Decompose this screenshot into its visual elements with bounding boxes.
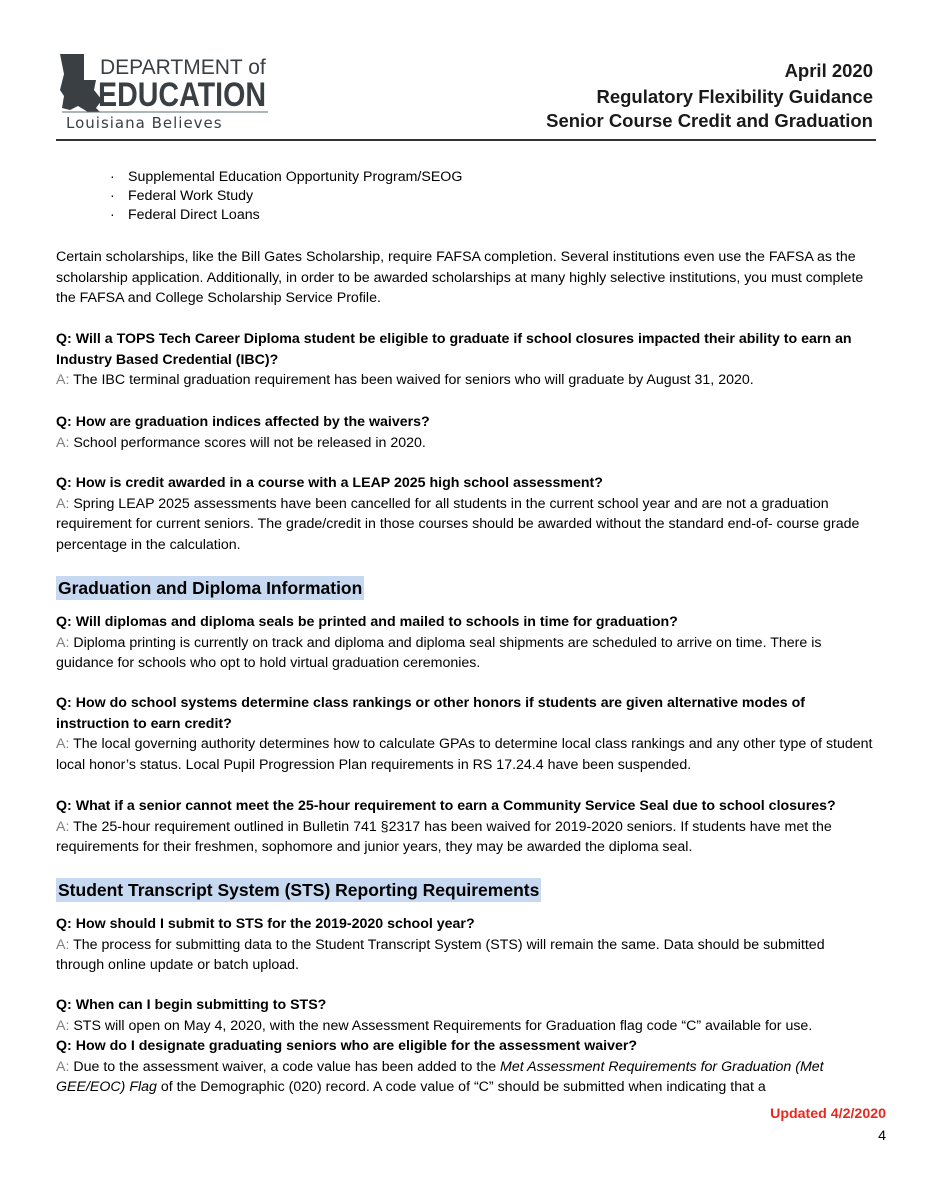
question: Q: When can I begin submitting to STS? [56,997,327,1013]
header-subtitle: Senior Course Credit and Graduation [546,110,873,131]
qa-item [56,612,874,674]
qa-item [56,693,874,775]
answer: A: The IBC terminal graduation requirement has been waived for seniors who will graduate by August 31, 2020. [56,372,754,388]
question: Q: What if a senior cannot meet the 25-hour requirement to earn a Community Service Seal due to school closures? [56,798,836,814]
answer: A: Diploma printing is currently on track and diploma and diploma seal shipments are scheduled to arrive on time. There is guidance for schools who opt to hold virtual graduation ceremonies. [56,634,822,671]
answer: A: STS will open on May 4, 2020, with the new Assessment Requirements for Graduation flag code “C” available for use. [56,1017,813,1034]
svg-text:EDUCATION: EDUCATION [98,76,266,114]
qa-item [56,329,874,391]
qa-item [56,914,874,976]
answer: A: Due to the assessment waiver, a code value has been added to the Met Assessment Requirements for Graduation (Met GEE/EOC) Flag of the Demographic (020) record. A code value of “C” should be submitted when indicating that a [56,1058,824,1095]
question: Q: Will diplomas and diploma seals be printed and mailed to schools in time for graduation? [56,614,678,630]
svg-text:Louisiana Believes: Louisiana Believes [66,114,223,132]
qa-item [56,412,874,453]
answer: A: The process for submitting data to the Student Transcript System (STS) will remain the same. Data should be submitted through online update or batch upload. [56,936,825,973]
header-date: April 2020 [784,60,873,81]
question: Q: How do I designate graduating seniors who are eligible for the assessment waiver? [56,1038,638,1054]
section-heading-graduation: Graduation and Diploma Information [58,578,363,598]
qa-item [56,796,874,858]
qa-item [56,473,874,555]
answer: A: School performance scores will not be released in 2020. [56,434,426,451]
header-divider [56,139,876,141]
department-of-education-logo [56,50,276,132]
section-heading-sts: Student Transcript System (STS) Reporting Requirements [58,880,540,900]
question: Q: How should I submit to STS for the 2019-2020 school year? [56,916,475,932]
bullet-item: · Federal Work Study [110,188,254,204]
bullet-item: · Federal Direct Loans [110,207,260,223]
answer: A: The local governing authority determines how to calculate GPAs to determine local class rankings and any other type of student local honor’s status. Local Pupil Progression Plan requirements in RS 17.24.4 have been suspended. [56,736,873,773]
intro-paragraph: Certain scholarships, like the Bill Gates Scholarship, require FAFSA completion. Several institutions even use the FAFSA as the scholarship application. Additionally, in order to be awarded scholarships at many highly selective institutions, you must complete the FAFSA and College Scholarship Service Profile. [56,249,864,306]
page-number: 4 [878,1128,886,1144]
qa-item [56,995,874,1098]
question: Q: How is credit awarded in a course with a LEAP 2025 high school assessment? [56,475,603,491]
updated-date: Updated 4/2/2020 [770,1106,886,1122]
question: Q: How are graduation indices affected by the waivers? [56,414,430,430]
bullet-item: · Supplemental Education Opportunity Program/SEOG [110,169,463,185]
svg-text:DEPARTMENT of: DEPARTMENT of [100,56,266,79]
answer: A: Spring LEAP 2025 assessments have been cancelled for all students in the current school year and are not a graduation requirement for current seniors. The grade/credit in those courses should be awarded without the standard end-of- course grade percentage in the calculation. [56,495,860,553]
answer: A: The 25-hour requirement outlined in Bulletin 741 §2317 has been waived for 2019-2020 seniors. If students have met the requirements for their freshmen, sophomore and junior years, they may be awarded the diploma seal. [56,818,832,855]
question: Q: How do school systems determine class rankings or other honors if students are given alternative modes of instruction to earn credit? [56,695,805,732]
header-title: Regulatory Flexibility Guidance [596,86,873,107]
question: Q: Will a TOPS Tech Career Diploma student be eligible to graduate if school closures impacted their ability to earn an Industry Based Credential (IBC)? [56,331,852,368]
